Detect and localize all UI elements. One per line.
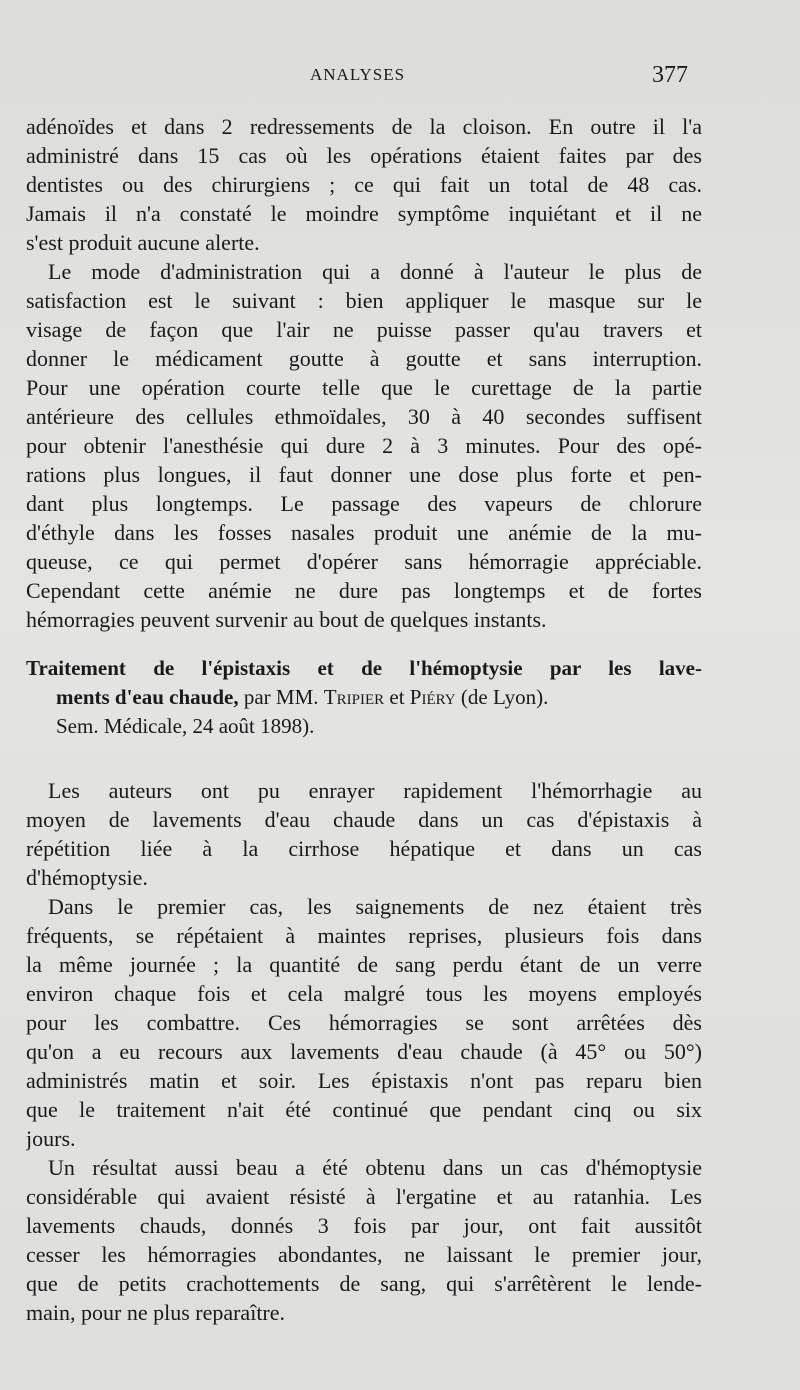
text-line: administrés matin et soir. Les épistaxis n'ont pas reparu bien bbox=[26, 1068, 702, 1093]
text-line: adénoïdes et dans 2 redressements de la cloison. En outre il l'a bbox=[26, 114, 702, 139]
text-line: la même journée ; la quantité de sang perdu étant de un verre bbox=[26, 952, 702, 977]
heading-and: et bbox=[384, 685, 410, 709]
citation: Sem. Médicale, 24 août 1898). bbox=[56, 714, 315, 738]
text-line: antérieure des cellules ethmoïdales, 30 à 40 secondes suffisent bbox=[26, 404, 702, 429]
running-title: ANALYSES bbox=[310, 65, 406, 84]
text-line: visage de façon que l'air ne puisse passer qu'au travers et bbox=[26, 317, 702, 342]
author-name: Tripier bbox=[323, 685, 385, 709]
text-line: dentistes ou des chirurgiens ; ce qui fait un total de 48 cas. bbox=[26, 172, 702, 197]
text-line: main, pour ne plus reparaître. bbox=[26, 1300, 286, 1325]
text-line: d'hémoptysie. bbox=[26, 865, 148, 890]
heading-place: (de Lyon). bbox=[455, 685, 549, 709]
text-line: considérable qui avaient résisté à l'ergatine et au ratanhia. Les bbox=[26, 1184, 702, 1209]
text-line: rations plus longues, il faut donner une dose plus forte et pen- bbox=[26, 462, 702, 487]
text-line: répétition liée à la cirrhose hépatique et dans un cas bbox=[26, 836, 702, 861]
text-line: environ chaque fois et cela malgré tous les moyens employés bbox=[26, 981, 702, 1006]
continued-article-text bbox=[26, 112, 702, 634]
heading-line bbox=[26, 682, 702, 711]
text-line: fréquents, se répétaient à maintes reprises, plusieurs fois dans bbox=[26, 923, 702, 948]
text-line: Cependant cette anémie ne dure pas longtemps et de fortes bbox=[26, 578, 702, 603]
article-body bbox=[26, 776, 702, 1327]
text-line: d'éthyle dans les fosses nasales produit une anémie de la mu- bbox=[26, 520, 702, 545]
text-line: dant plus longtemps. Le passage des vapeurs de chlorure bbox=[26, 491, 702, 516]
author-name: Piéry bbox=[409, 685, 456, 709]
text-line: queuse, ce qui permet d'opérer sans hémorragie appréciable. bbox=[26, 549, 702, 574]
heading-line-bold: ments d'eau chaude, bbox=[56, 685, 239, 709]
text-line: que le traitement n'ait été continué que pendant cinq ou six bbox=[26, 1097, 702, 1122]
text-line: qu'on a eu recours aux lavements d'eau chaude (à 45° ou 50°) bbox=[26, 1039, 702, 1064]
text-line: lavements chauds, donnés 3 fois par jour, ont fait aussitôt bbox=[26, 1213, 702, 1238]
text-line: jours. bbox=[26, 1126, 76, 1151]
text-line: Dans le premier cas, les saignements de nez étaient très bbox=[48, 894, 702, 919]
text-line: pour les combattre. Ces hémorragies se sont arrêtées dès bbox=[26, 1010, 702, 1035]
text-line: donner le médicament goutte à goutte et sans interruption. bbox=[26, 346, 702, 371]
article-heading bbox=[26, 653, 702, 740]
text-line: pour obtenir l'anesthésie qui dure 2 à 3 minutes. Pour des opé- bbox=[26, 433, 702, 458]
heading-by: par MM. bbox=[238, 685, 324, 709]
page-number: 377 bbox=[652, 62, 688, 88]
text-line: Le mode d'administration qui a donné à l'auteur le plus de bbox=[48, 259, 702, 284]
text-line: Pour une opération courte telle que le curettage de la partie bbox=[26, 375, 702, 400]
text-line: Les auteurs ont pu enrayer rapidement l'hémorrhagie au bbox=[48, 778, 702, 803]
heading-line: Traitement de l'épistaxis et de l'hémoptysie par les lave- bbox=[26, 656, 702, 680]
text-line: hémorragies peuvent survenir au bout de quelques instants. bbox=[26, 607, 547, 632]
text-line: Jamais il n'a constaté le moindre symptôme inquiétant et il ne bbox=[26, 201, 702, 226]
text-line: Un résultat aussi beau a été obtenu dans un cas d'hémoptysie bbox=[48, 1155, 702, 1180]
text-line: cesser les hémorragies abondantes, ne laissant le premier jour, bbox=[26, 1242, 702, 1267]
text-line: s'est produit aucune alerte. bbox=[26, 230, 260, 255]
text-line: satisfaction est le suivant : bien appliquer le masque sur le bbox=[26, 288, 702, 313]
text-line: que de petits crachottements de sang, qui s'arrêtèrent le lende- bbox=[26, 1271, 702, 1296]
text-line: administré dans 15 cas où les opérations étaient faites par des bbox=[26, 143, 702, 168]
text-line: moyen de lavements d'eau chaude dans un cas d'épistaxis à bbox=[26, 807, 702, 832]
page-header bbox=[0, 60, 800, 100]
